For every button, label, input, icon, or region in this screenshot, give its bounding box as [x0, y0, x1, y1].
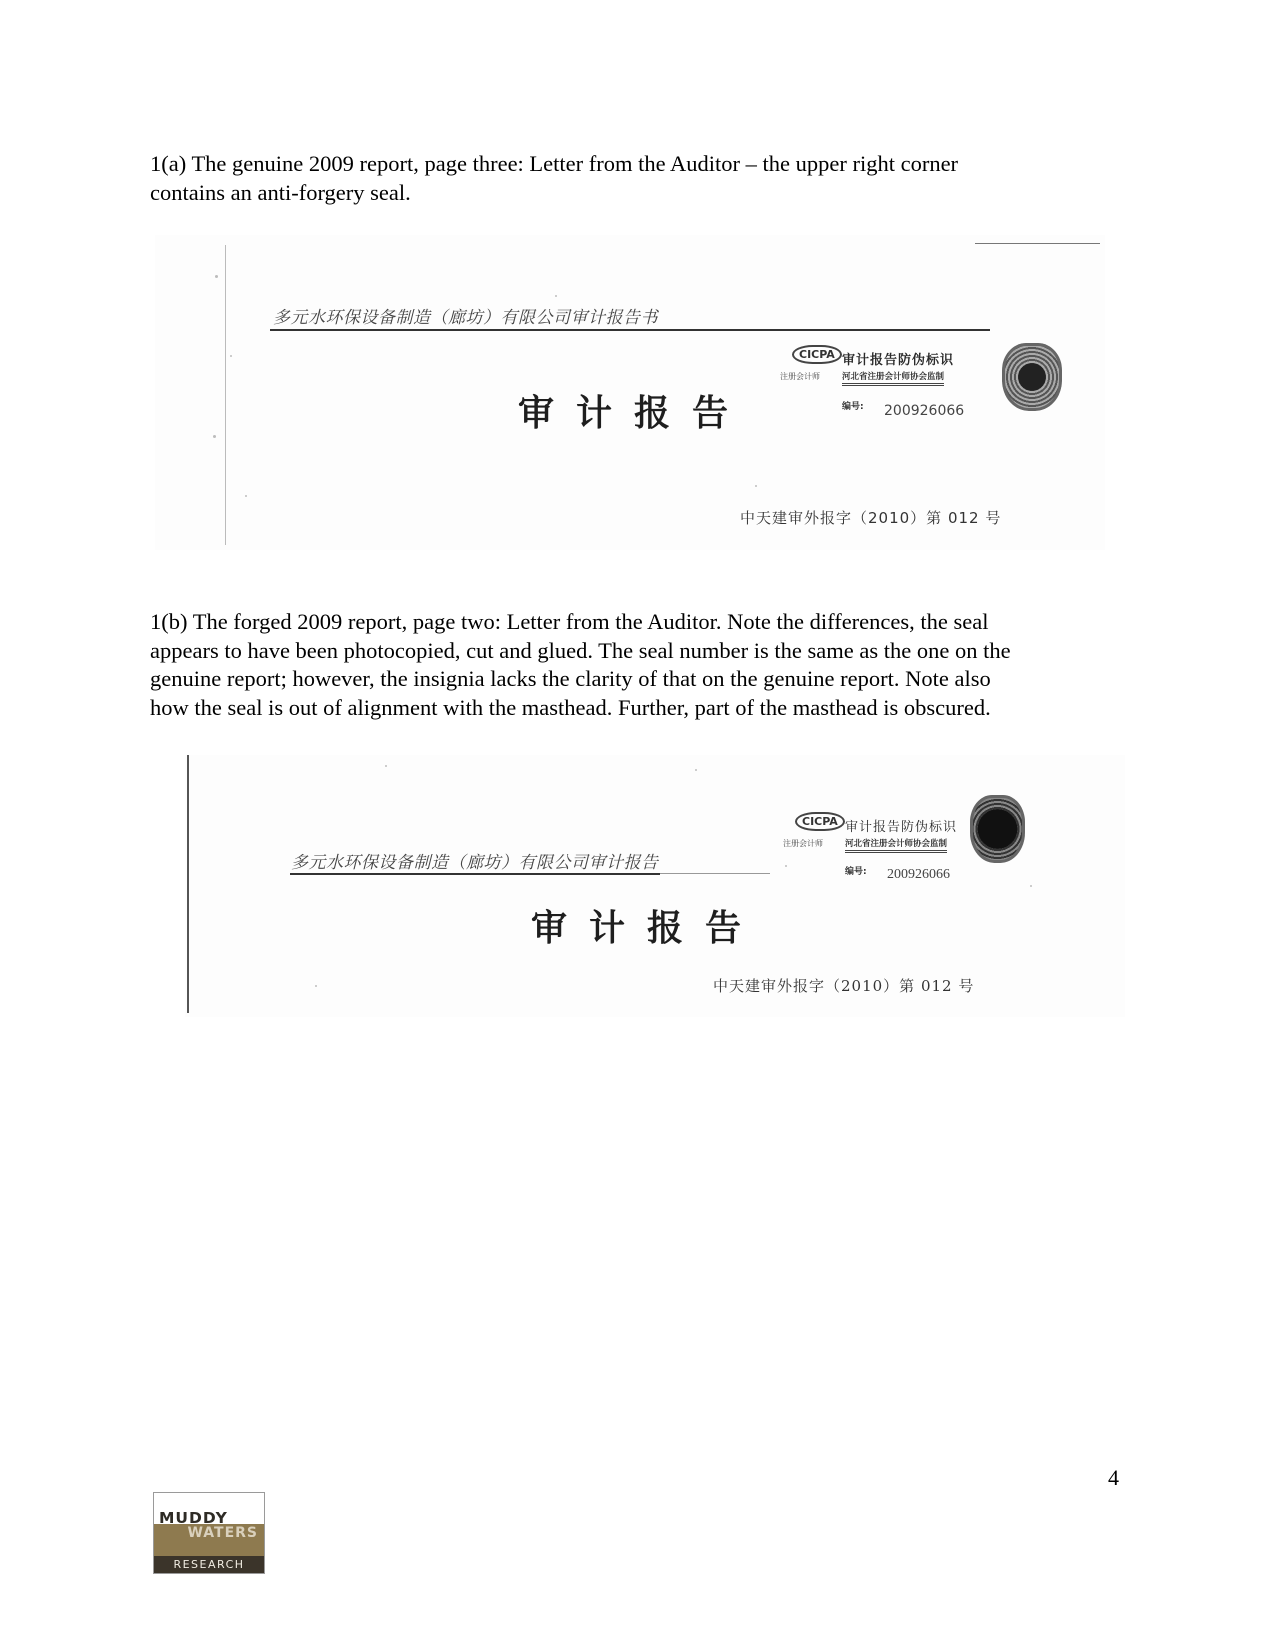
badge-issuer: 河北省注册会计师协会监制: [845, 837, 947, 853]
badge-number: 200926066: [884, 403, 965, 419]
reference-number: 中天建审外报字（2010）第 012 号: [740, 509, 1002, 527]
binding-edge: [225, 245, 226, 545]
forged-report-scan: [185, 755, 1125, 1017]
report-title: 审计报告: [518, 393, 751, 434]
caption-line: how the seal is out of alignment with the masthead. Further, part of the masthead is obscured.: [150, 694, 991, 720]
anti-forgery-badge: [783, 810, 983, 890]
logo-text-waters: WATERS: [187, 1525, 258, 1541]
badge-title: 审计报告防伪标识: [842, 353, 955, 368]
caption-forged-report: [150, 608, 1130, 722]
genuine-report-scan: [155, 235, 1105, 550]
binding-edge: [187, 755, 189, 1013]
caption-genuine-report: [150, 150, 1130, 207]
anti-forgery-badge: [780, 343, 980, 423]
caption-line: appears to have been photocopied, cut and glued. The seal number is the same as the one on the: [150, 637, 1011, 663]
logo-text-research: RESEARCH: [173, 1558, 245, 1571]
report-title: 审计报告: [531, 908, 764, 949]
masthead-rule: [270, 329, 990, 331]
top-rule: [975, 243, 1100, 244]
anti-forgery-seal-icon: [1002, 343, 1062, 411]
masthead-text: 多元水环保设备制造（廊坊）有限公司审计报告书: [273, 308, 658, 328]
badge-issuer: 河北省注册会计师协会监制: [842, 370, 944, 386]
caption-line: contains an anti-forgery seal.: [150, 179, 411, 205]
muddy-waters-logo: [153, 1492, 265, 1574]
badge-title: 审计报告防伪标识: [845, 820, 958, 835]
logo-text-muddy: MUDDY: [159, 1509, 228, 1527]
badge-number: 200926066: [887, 867, 950, 882]
cicpa-logo-icon: CICPA: [792, 345, 842, 364]
masthead-text: 多元水环保设备制造（廊坊）有限公司审计报告: [291, 853, 659, 873]
cicpa-logo-sub: 注册会计师: [783, 839, 823, 848]
caption-line: 1(a) The genuine 2009 report, page three: Letter from the Auditor – the upper right corner: [150, 151, 959, 176]
masthead-rule-faded: [660, 873, 770, 874]
badge-number-label: 编号:: [845, 867, 867, 877]
reference-number: 中天建审外报字（2010）第 012 号: [713, 977, 975, 995]
cicpa-logo-icon: CICPA: [795, 812, 845, 831]
badge-number-label: 编号:: [842, 402, 864, 412]
masthead-rule: [290, 873, 660, 875]
caption-line: genuine report; however, the insignia lacks the clarity of that on the genuine report. Note also: [150, 666, 991, 691]
forged-seal-icon: [970, 795, 1025, 863]
page-number: 4: [1108, 1465, 1119, 1490]
cicpa-logo-sub: 注册会计师: [780, 372, 820, 381]
caption-line: 1(b) The forged 2009 report, page two: Letter from the Auditor. Note the differences, the seal: [150, 609, 989, 634]
